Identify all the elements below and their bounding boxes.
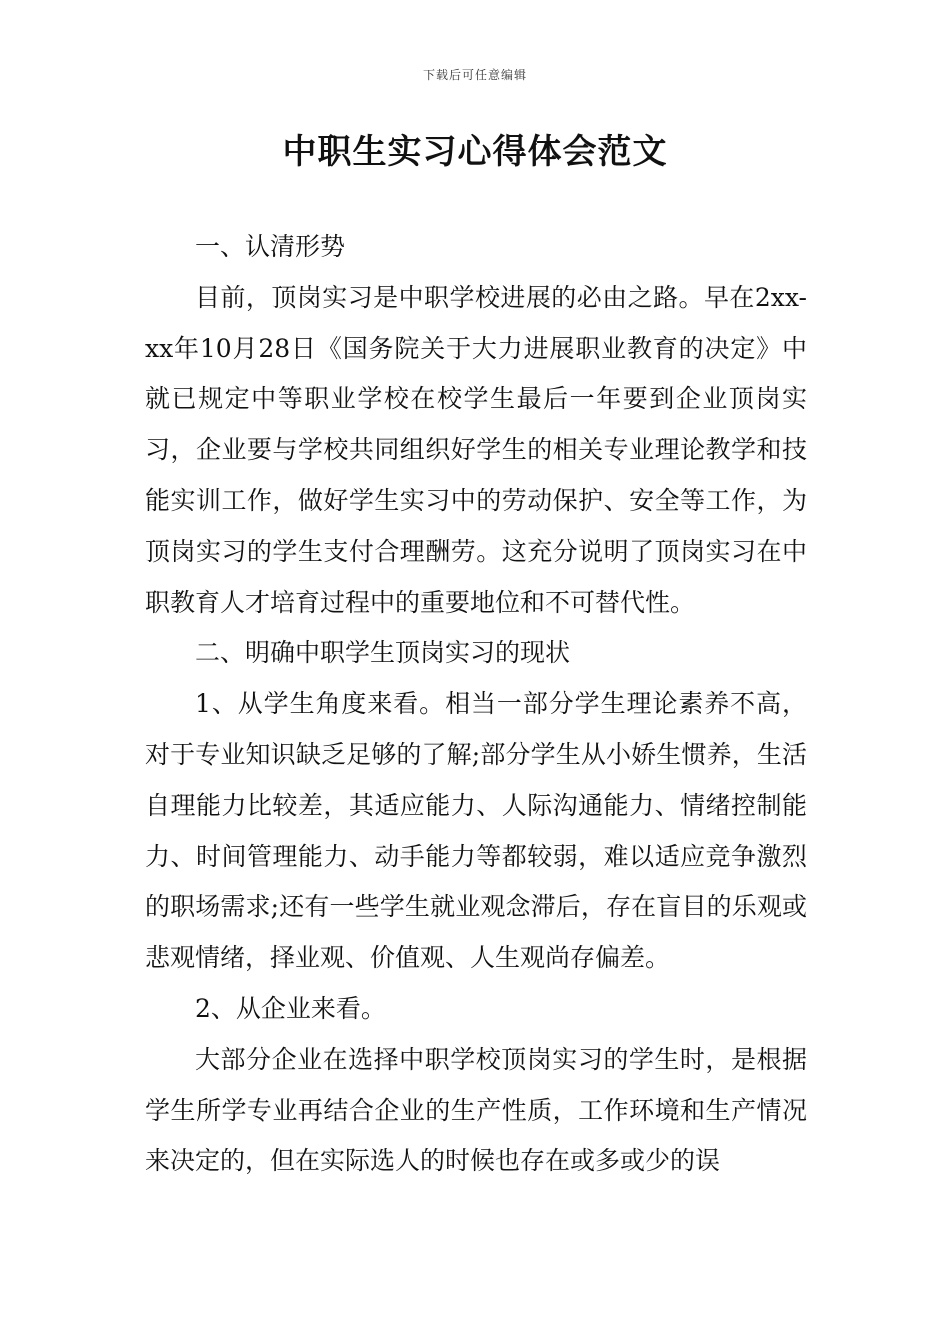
paragraph-4: 大部分企业在选择中职学校顶岗实习的学生时，是根据学生所学专业再结合企业的生产性质，工作环境和生产情况来决定的，但在实际选人的时候也存在或多或少的误 (145, 1044, 807, 1176)
paragraph-2: 1、从学生角度来看。相当一部分学生理论素养不高，对于专业知识缺乏足够的了解;部分学生从小娇生惯养，生活自理能力比较差，其适应能力、人际沟通能力、情绪控制能力、时间管理能力、动手能力等都较弱，难以适应竞争激烈的职场需求;还有一些学生就业观念滞后，存在盲目的乐观或悲观情绪，择业观、价值观、人生观尚存偏差。 (145, 689, 807, 973)
paragraph-3: 2、从企业来看。 (195, 993, 386, 1023)
document-body (145, 222, 807, 1187)
section-heading-2: 二、明确中职学生顶岗实习的现状 (195, 638, 571, 668)
paragraph-1: 目前，顶岗实习是中职学校进展的必由之路。早在2xx-xx年10月28日《国务院关于大力进展职业教育的决定》中就已规定中等职业学校在校学生最后一年要到企业顶岗实习，企业要与学校共同组织好学生的相关专业理论教学和技能实训工作，做好学生实习中的劳动保护、安全等工作，为顶岗实习的学生支付合理酬劳。这充分说明了顶岗实习在中职教育人才培育过程中的重要地位和不可替代性。 (145, 282, 807, 617)
header-note: 下载后可任意编辑 (422, 68, 527, 82)
section-heading-1: 一、认清形势 (195, 232, 346, 261)
document-title: 中职生实习心得体会范文 (282, 132, 668, 172)
